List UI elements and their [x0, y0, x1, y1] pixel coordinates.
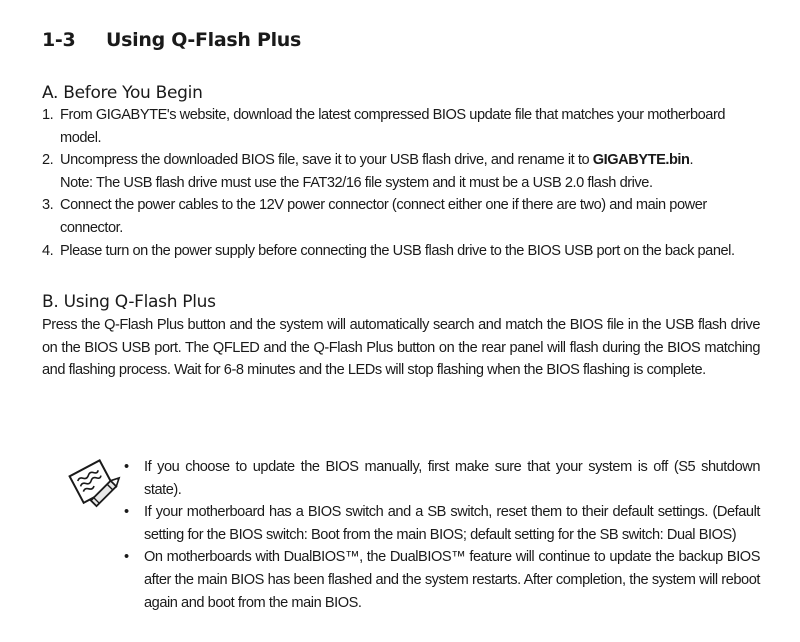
step-number: 4.	[42, 242, 54, 259]
step-number: 2.	[42, 152, 54, 169]
step-number: 3.	[42, 197, 54, 214]
before-you-begin-steps	[42, 104, 760, 262]
step-text: Please turn on the power supply before connecting the USB flash drive to the BIOS USB port on the back panel.	[60, 242, 735, 259]
bullet-icon: •	[124, 504, 129, 521]
step-text-end: .	[689, 152, 694, 169]
note-item	[122, 456, 760, 501]
step-item	[42, 194, 760, 239]
using-q-flash-plus-heading: B. Using Q-Flash Plus	[42, 292, 216, 312]
step-item	[42, 149, 760, 194]
note-text: On motherboards with DualBIOS™, the DualBIOS™ feature will continue to update the backup BIOS after the main BIOS has been flashed and the system restarts. After completion, the system will reboot again and boot from the main BIOS.	[144, 549, 760, 611]
notes-list	[122, 456, 760, 614]
section-title-text: Using Q-Flash Plus	[106, 29, 302, 51]
before-you-begin-heading: A. Before You Begin	[42, 83, 203, 103]
step-note: Note: The USB flash drive must use the FAT32/16 file system and it must be a USB 2.0 flash drive.	[60, 174, 653, 191]
note-text: If you choose to update the BIOS manually, first make sure that your system is off (S5 shutdown state).	[144, 459, 760, 498]
note-pencil-icon	[67, 458, 127, 508]
bios-filename: GIGABYTE.bin	[592, 152, 690, 169]
bullet-icon: •	[124, 549, 129, 566]
note-text: If your motherboard has a BIOS switch and a SB switch, reset them to their default settings. (Default setting for the BIOS switch: Boot from the main BIOS; default setting for the SB switch: Dual BIOS)	[144, 504, 760, 543]
q-flash-plus-paragraph: Press the Q-Flash Plus button and the system will automatically search and match the BIOS file in the USB flash drive on the BIOS USB port. The QFLED and the Q-Flash Plus button on the rear panel will flash during the BIOS matching and flashing process. Wait for 6-8 minutes and the LEDs will stop flashing when the BIOS flashing is complete.	[42, 317, 760, 379]
section-number: 1-3	[42, 29, 76, 51]
step-item	[42, 104, 760, 149]
bullet-icon: •	[124, 459, 129, 475]
step-text: Connect the power cables to the 12V power connector (connect either one if there are two) and main power connector.	[60, 197, 707, 236]
step-number: 1.	[42, 107, 54, 123]
step-item	[42, 240, 760, 263]
note-item	[122, 546, 760, 614]
section-title	[42, 29, 301, 51]
step-text: Uncompress the downloaded BIOS file, save it to your USB flash drive, and rename it to	[60, 152, 593, 169]
step-text: From GIGABYTE's website, download the latest compressed BIOS update file that matches your motherboard model.	[60, 107, 726, 146]
note-item	[122, 501, 760, 546]
